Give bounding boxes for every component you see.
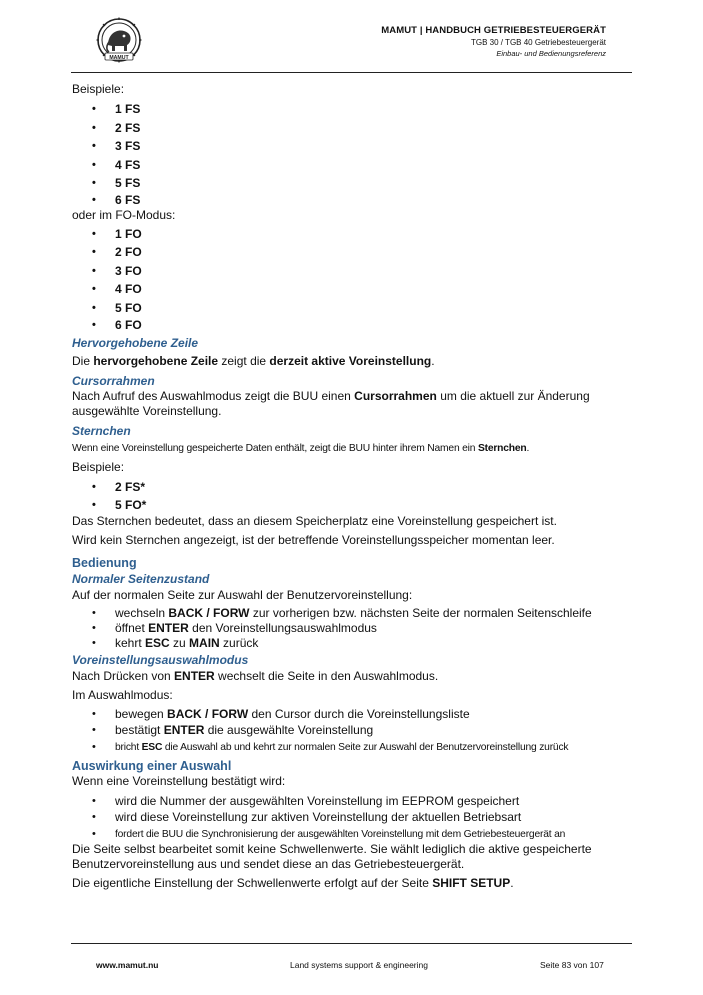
list-item: • wechseln BACK / FORW zur vorherigen bzw. nächsten Seite der normalen Seitenschleife [72,606,634,621]
list-item: • öffnet ENTER den Voreinstellungsauswahlmodus [72,621,634,636]
list-item: • bricht ESC die Auswahl ab und kehrt zur normalen Seite zur Auswahl der Benutzervoreinstellung zurück [72,740,634,755]
page-header [381,25,606,59]
highlight-heading: Hervorgehobene Zeile [72,336,199,350]
header-subtitle: TGB 30 / TGB 40 Getriebesteuergerät [470,38,606,47]
select-intro: Im Auswahlmodus: [72,687,173,702]
fo-intro: oder im FO-Modus: [72,207,176,222]
header-subtitle-2: Einbau- und Bedienungsreferenz [496,49,606,58]
list-item: • bestätigt ENTER die ausgewählte Voreinstellung [72,723,634,738]
header-divider [71,72,632,73]
highlight-text: Die hervorgehobene Zeile zeigt die derzeit aktive Voreinstellung. [72,354,435,368]
list-item: • 3 FO [72,262,634,281]
list-item: • 6 FO [72,317,634,333]
star-examples-list [72,478,634,514]
list-item: • 4 FO [72,280,634,299]
list-item: • 6 FS [72,193,634,208]
list-item: • 5 FS [72,174,634,193]
effect-list [72,794,634,842]
list-item: • bewegen BACK / FORW den Cursor durch die Voreinstellungsliste [72,707,634,722]
select-actions-list [72,707,634,755]
normal-heading: Normaler Seitenzustand [72,571,210,586]
normal-actions-list [72,606,634,651]
examples-label: Beispiele: [72,82,125,96]
cursor-text: Nach Aufruf des Auswahlmodus zeigt die BUU einen Cursorrahmen um die aktuell zur Änderung ausgewählte Voreinstellung. [72,389,590,418]
footer-website: www.mamut.nu [96,960,159,970]
list-item: • 3 FS [72,137,634,156]
effect-heading: Auswirkung einer Auswahl [72,758,232,773]
list-item: • 4 FS [72,156,634,175]
mamut-logo [93,17,145,65]
header-title: MAMUT | HANDBUCH GETRIEBESTEUERGERÄT [381,25,606,36]
list-item: • kehrt ESC zu MAIN zurück [72,636,634,651]
list-item: • 2 FO [72,243,634,262]
fs-examples-list [72,100,634,208]
list-item: • 1 FS [72,100,634,119]
star-note-2: Wird kein Sternchen angezeigt, ist der betreffende Voreinstellungsspeicher momentan leer. [72,532,555,547]
footer-page-number: Seite 83 von 107 [540,960,604,970]
list-item: • 2 FS* [72,478,634,497]
list-item: • 2 FS [72,119,634,138]
fo-examples-list [72,225,634,334]
list-item: • wird diese Voreinstellung zur aktiven Voreinstellung der aktuellen Betriebsart [72,810,634,825]
operation-heading: Bedienung [72,555,137,570]
select-text: Nach Drücken von ENTER wechselt die Seite in den Auswahlmodus. [72,668,439,683]
list-item: • 5 FO [72,299,634,318]
cursor-heading: Cursorrahmen [72,374,155,388]
list-item: • wird die Nummer der ausgewählten Voreinstellung im EEPROM gespeichert [72,794,634,809]
star-text: Wenn eine Voreinstellung gespeicherte Daten enthält, zeigt die BUU hinter ihrem Namen ein Sternchen. [72,443,530,454]
final-text: Die eigentliche Einstellung der Schwellenwerte erfolgt auf der Seite SHIFT SETUP. [72,875,514,890]
star-heading: Sternchen [72,424,131,438]
list-item: • 5 FO* [72,497,634,514]
page-content [72,82,634,891]
footer-tagline: Land systems support & engineering [290,960,428,970]
examples-label-2: Beispiele: [72,460,125,474]
star-note-1: Das Sternchen bedeutet, dass an diesem Speicherplatz eine Voreinstellung gespeichert ist. [72,513,557,528]
normal-intro: Auf der normalen Seite zur Auswahl der Benutzervoreinstellung: [72,587,413,602]
list-item: • fordert die BUU die Synchronisierung der ausgewählten Voreinstellung mit dem Getriebesteuergerät an [72,827,634,842]
list-item: • 1 FO [72,225,634,244]
footer-divider [71,943,632,944]
select-heading: Voreinstellungsauswahlmodus [72,652,249,667]
effect-intro: Wenn eine Voreinstellung bestätigt wird: [72,773,286,788]
effect-note: Die Seite selbst bearbeitet somit keine Schwellenwerte. Sie wählt lediglich die aktive gespeicherte Benutzervoreinstellung aus und sendet diese an das Getriebesteuergerät. [72,841,592,871]
logo-text: MAMUT [109,54,129,61]
